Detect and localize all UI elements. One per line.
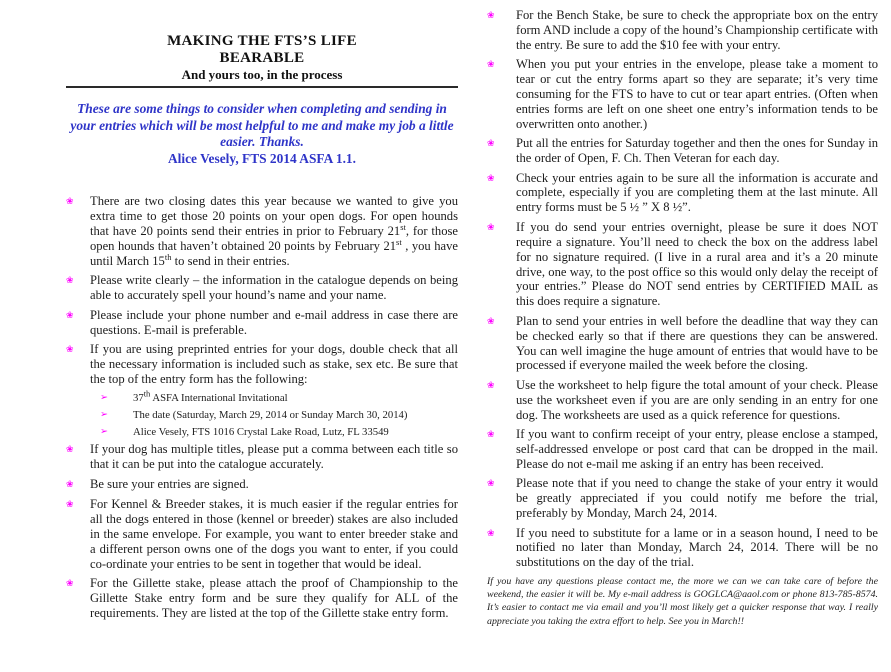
list-item [487, 220, 878, 309]
page-subtitle: And yours too, in the process [181, 67, 343, 82]
title-divider [66, 86, 458, 88]
list-item-text: Be sure your entries are signed. [90, 476, 249, 491]
contact-footer: If you have any questions please contact me, the more we can we can take care of before the weekend, the easier it will be. My e-mail address is GOGLCA@aaol.com or phone 813-785-8574. It’s easier to contact me via email and you’ll most likely get a quicker response that way. I really appreciate you taking the extra effort to help. See you in March!! [487, 576, 878, 627]
list-item-text: Plan to send your entries in well before the deadline that way they can be checked early so that if there are questions they can be answered. You can well imagine the huge amount of entries that would have to be processed if everyone mailed the week before the closing. [516, 313, 878, 373]
page-title-line1: MAKING THE FTS’S LIFE [167, 33, 357, 49]
list-item-text: If you are using preprinted entries for your dogs, double check that all the necessary information is included such as stake, sex etc. Be sure that the top of the entry form has the following: [90, 342, 458, 386]
list-item-text: Check your entries again to be sure all the information is accurate and complete, especially if you are completing them at the last minute. All entry forms must be 5 ½ ” X 8 ½”. [516, 170, 878, 215]
flower-bullet-icon: ❀ [487, 380, 495, 391]
sub-list-item [100, 388, 458, 406]
list-item-text: Please include your phone number and e-mail address in case there are questions. E-mail is preferable. [90, 307, 458, 337]
page-title-line2: BEARABLE [219, 50, 305, 66]
flower-bullet-icon: ❀ [487, 430, 495, 441]
flower-bullet-icon: ❀ [487, 528, 495, 539]
left-bullet-list [66, 194, 458, 620]
flower-bullet-icon: ❀ [66, 197, 74, 208]
flower-bullet-icon: ❀ [66, 310, 74, 321]
sub-list-item-text: 37th ASFA International Invitational [133, 388, 288, 405]
list-item [487, 171, 878, 216]
list-item-text: For Kennel & Breeder stakes, it is much easier if the regular entries for all the dogs entered in those (kennel or breeder) stakes are also included in the same envelope. For example, you want to enter breeder stake and a different person owns one of the dogs you want to enter, if you could co-ordinate your entries to be sent in together that would be ideal. [90, 497, 458, 571]
list-item [487, 136, 878, 166]
list-item-text: Please note that if you need to change the stake of your entry it would be greatly appreciated if you could notify me before the trial, preferably by Monday, March 24, 2014. [516, 476, 878, 521]
flower-bullet-icon: ❀ [487, 316, 495, 327]
flower-bullet-icon: ❀ [487, 139, 495, 150]
flower-bullet-icon: ❀ [66, 500, 74, 511]
flower-bullet-icon: ❀ [487, 11, 495, 21]
list-item [487, 57, 878, 132]
arrow-bullet-icon: ➢ [100, 409, 108, 421]
sub-list-item [100, 425, 458, 440]
list-item [487, 427, 878, 472]
list-item [66, 194, 458, 269]
list-item-text: There are two closing dates this year because we wanted to give you extra time to get those 20 points on your open dogs. For open hounds that have 20 points send their entries in prior to February 21st, for those open hounds that haven’t obtained 20 points by February 21st , you have until March 15th to send in their entries. [90, 194, 458, 268]
flower-bullet-icon: ❀ [487, 173, 495, 184]
list-item-text: If your dog has multiple titles, please put a comma between each title so that it can be put into the catalogue accurately. [90, 442, 458, 472]
list-item-text: Please write clearly – the information in the catalogue depends on being able to accurately spell your hound’s name and your name. [90, 273, 458, 303]
flower-bullet-icon: ❀ [66, 345, 74, 356]
sub-list-item [100, 408, 458, 423]
list-item [487, 8, 878, 53]
list-item-text: When you put your entries in the envelope, please take a moment to tear or cut the entry forms apart so they are separate; it’s very time consuming for the FTS to have to cut or tear apart entries. (Often when entries forms are left on one sheet one entry’s information tends to be overwritten onto another.) [516, 57, 878, 131]
list-item [66, 576, 458, 621]
flower-bullet-icon: ❀ [66, 479, 74, 490]
list-item-text: For the Gillette stake, please attach the proof of Championship to the Gillette Stake entry form and be sure they qualify for ALL of the requirements. They are listed at the top of the Gillette stake entry form. [90, 576, 458, 620]
arrow-bullet-icon: ➢ [100, 392, 108, 404]
intro-byline: Alice Vesely, FTS 2014 ASFA 1.1. [168, 150, 356, 166]
flower-bullet-icon: ❀ [487, 60, 495, 71]
arrow-bullet-icon: ➢ [100, 426, 108, 438]
list-item-text: Put all the entries for Saturday together and then the ones for Sunday in the order of Open, F. Ch. Then Veteran for each day. [516, 136, 878, 166]
flower-bullet-icon: ❀ [66, 276, 74, 287]
list-item-text: If you need to substitute for a lame or in a season hound, I need to be notified no later than Monday, March 24, 2014. There will be no substitutions on the day of the trial. [516, 525, 878, 570]
right-bullet-list [487, 8, 878, 570]
list-item [66, 477, 458, 493]
left-column [66, 33, 458, 625]
list-item-text: For the Bench Stake, be sure to check the appropriate box on the entry form AND include a copy of the hound’s Championship certificate with the entry. Be sure to add the $10 fee with your entry. [516, 8, 878, 52]
list-item [487, 378, 878, 423]
flower-bullet-icon: ❀ [66, 445, 74, 456]
flower-bullet-icon: ❀ [487, 479, 495, 490]
intro-message: These are some things to consider when completing and sending in your entries which will be most helpful to me and make my job a little easier. Thanks. [70, 101, 454, 150]
list-item [66, 497, 458, 572]
list-item-text: If you want to confirm receipt of your entry, please enclose a stamped, self-addressed envelope or post card that can be dropped in the mail. Please do not e-mail me asking if an entry has been received. [516, 427, 878, 471]
flower-bullet-icon: ❀ [487, 222, 495, 233]
right-column [487, 8, 878, 628]
sub-list-item-text: The date (Saturday, March 29, 2014 or Sunday March 30, 2014) [133, 409, 408, 422]
list-item [66, 342, 458, 387]
list-item-text: Use the worksheet to help figure the total amount of your check. Please use the worksheet even if you are are only sending in an entry for one dog. The worksheets are used as a quick reference for questions. [516, 377, 878, 422]
list-item [487, 314, 878, 374]
sub-list-item-text: Alice Vesely, FTS 1016 Crystal Lake Road, Lutz, FL 33549 [133, 426, 389, 439]
list-item-text: If you do send your entries overnight, please be sure it does NOT require a signature. You’ll need to check the box on the address label for no signature required. (I live in a rural area and it’s a 20 minute drive, one way, to the post office so this would only delay the receipt of your entries.” Please do NOT send entries by CERTIFIED MAIL as this does require a signature. [516, 219, 878, 309]
list-item [487, 526, 878, 571]
flower-bullet-icon: ❀ [66, 579, 74, 590]
list-item [66, 442, 458, 472]
list-item [487, 476, 878, 521]
list-item [66, 308, 458, 338]
list-item [66, 273, 458, 303]
